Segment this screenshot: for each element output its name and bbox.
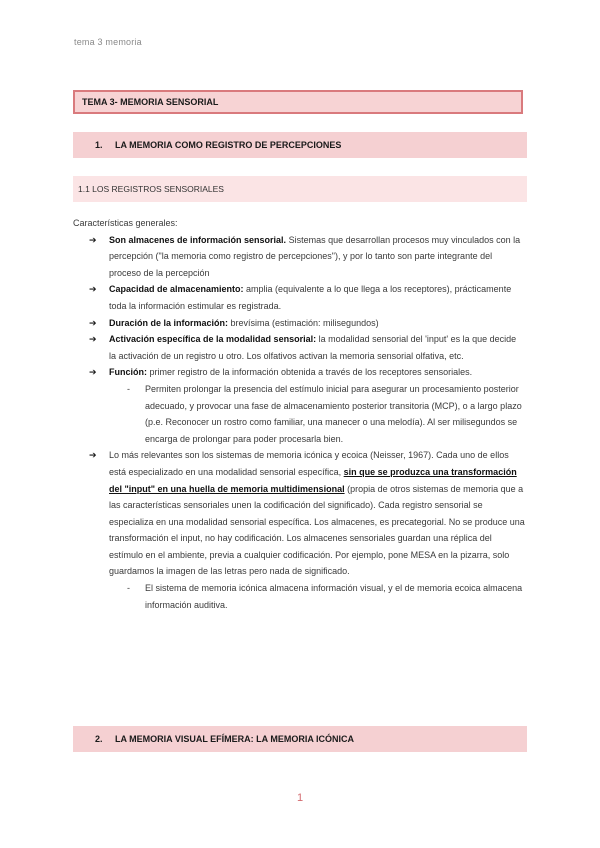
section-label: LA MEMORIA VISUAL EFÍMERA: LA MEMORIA ICÓNICA [115,734,354,744]
item-text: Lo más relevantes son los sistemas de memoria icónica y ecoica (Neisser, 1967). Cada uno de ellos está especializado en una modalidad sensorial específica, [109,450,509,477]
sub-list-item [109,580,525,613]
section-number: 2. [95,734,103,744]
section-heading-1 [73,132,527,158]
item-text: (propia de otros sistemas de memoria que a las características sensoriales unen la codificación del significado). Cada registro sensorial se especializa en una modalidad sensorial específica. Los almacenes, es precategorial. No se produce una transformación el input, no hay codificación. Los almacenes sensoriales guardan una réplica del estímulo en el ambiente, previa a cualquier codificación. Por ejemplo, pone MESA en la pizarra, solo guardamos la imagen de las letras pero nada de significado. [109,483,525,577]
arrow-right-icon: ➔ [89,284,97,295]
arrow-right-icon: ➔ [89,367,97,378]
underlined-text: sin que se produzca una transformación del "input" en una huella de memoria multidimensional [109,466,517,494]
sub-item-text: El sistema de memoria icónica almacena información visual, y el de memoria ecoica almacena información auditiva. [145,583,523,610]
section-number: 1. [95,140,103,150]
item-term: Son almacenes de información sensorial. [109,234,287,245]
list-item [73,331,525,364]
list-item [73,447,525,613]
item-term: Función: [109,367,147,378]
subsection-heading: 1.1 LOS REGISTROS SENSORIALES [73,176,527,202]
sub-list-item [109,381,525,447]
sub-list [109,580,525,613]
characteristics-list [73,232,525,614]
item-text: Sistemas que desarrollan procesos muy vinculados con la percepción ("la memoria como registro de percepciones"), y por lo tanto son parte integrante del proceso de la percepción [109,234,521,278]
list-item [73,232,525,282]
arrow-right-icon: ➔ [89,450,97,461]
dash-icon: - [127,583,130,594]
item-text: amplia (equivalente a lo que llega a los receptores), prácticamente toda la información estimular es registrada. [109,284,512,311]
item-term: Capacidad de almacenamiento: [109,284,244,295]
item-term: Duración de la información: [109,317,229,328]
document-header: tema 3 memoria [74,37,142,47]
item-text: brevísima (estimación: milisegundos) [228,317,379,328]
arrow-right-icon: ➔ [89,234,97,245]
section-label: LA MEMORIA COMO REGISTRO DE PERCEPCIONES [115,140,342,150]
page-number: 1 [296,792,304,804]
list-item [73,315,525,332]
section-heading-2 [73,726,527,752]
arrow-right-icon: ➔ [89,334,97,345]
arrow-right-icon: ➔ [89,317,97,328]
item-text: primer registro de la información obtenida a través de los receptores sensoriales. [147,367,473,378]
item-term: Activación específica de la modalidad sensorial: [109,334,317,345]
sub-item-text: Permiten prolongar la presencia del estímulo inicial para asegurar un procesamiento posterior adecuado, y provocar una fase de almacenamiento posterior transitoria (MCP), o a largo plazo (p.e. Reconocer un rostro como familiar, una manecer o una melodía). Al ser milisegundos se encarga de prolongar para poder procesarla bien. [145,383,522,444]
item-text: la modalidad sensorial del 'input' es la que decide la activación de un registro u otro. Los olfativos activan la memoria sensorial olfativa, etc. [109,334,517,361]
document-body [73,215,525,613]
intro-text: Características generales: [73,218,178,228]
list-item [73,281,525,314]
dash-icon: - [127,383,130,394]
document-title: TEMA 3- MEMORIA SENSORIAL [73,90,523,114]
list-item [73,364,525,447]
sub-list [109,381,525,447]
